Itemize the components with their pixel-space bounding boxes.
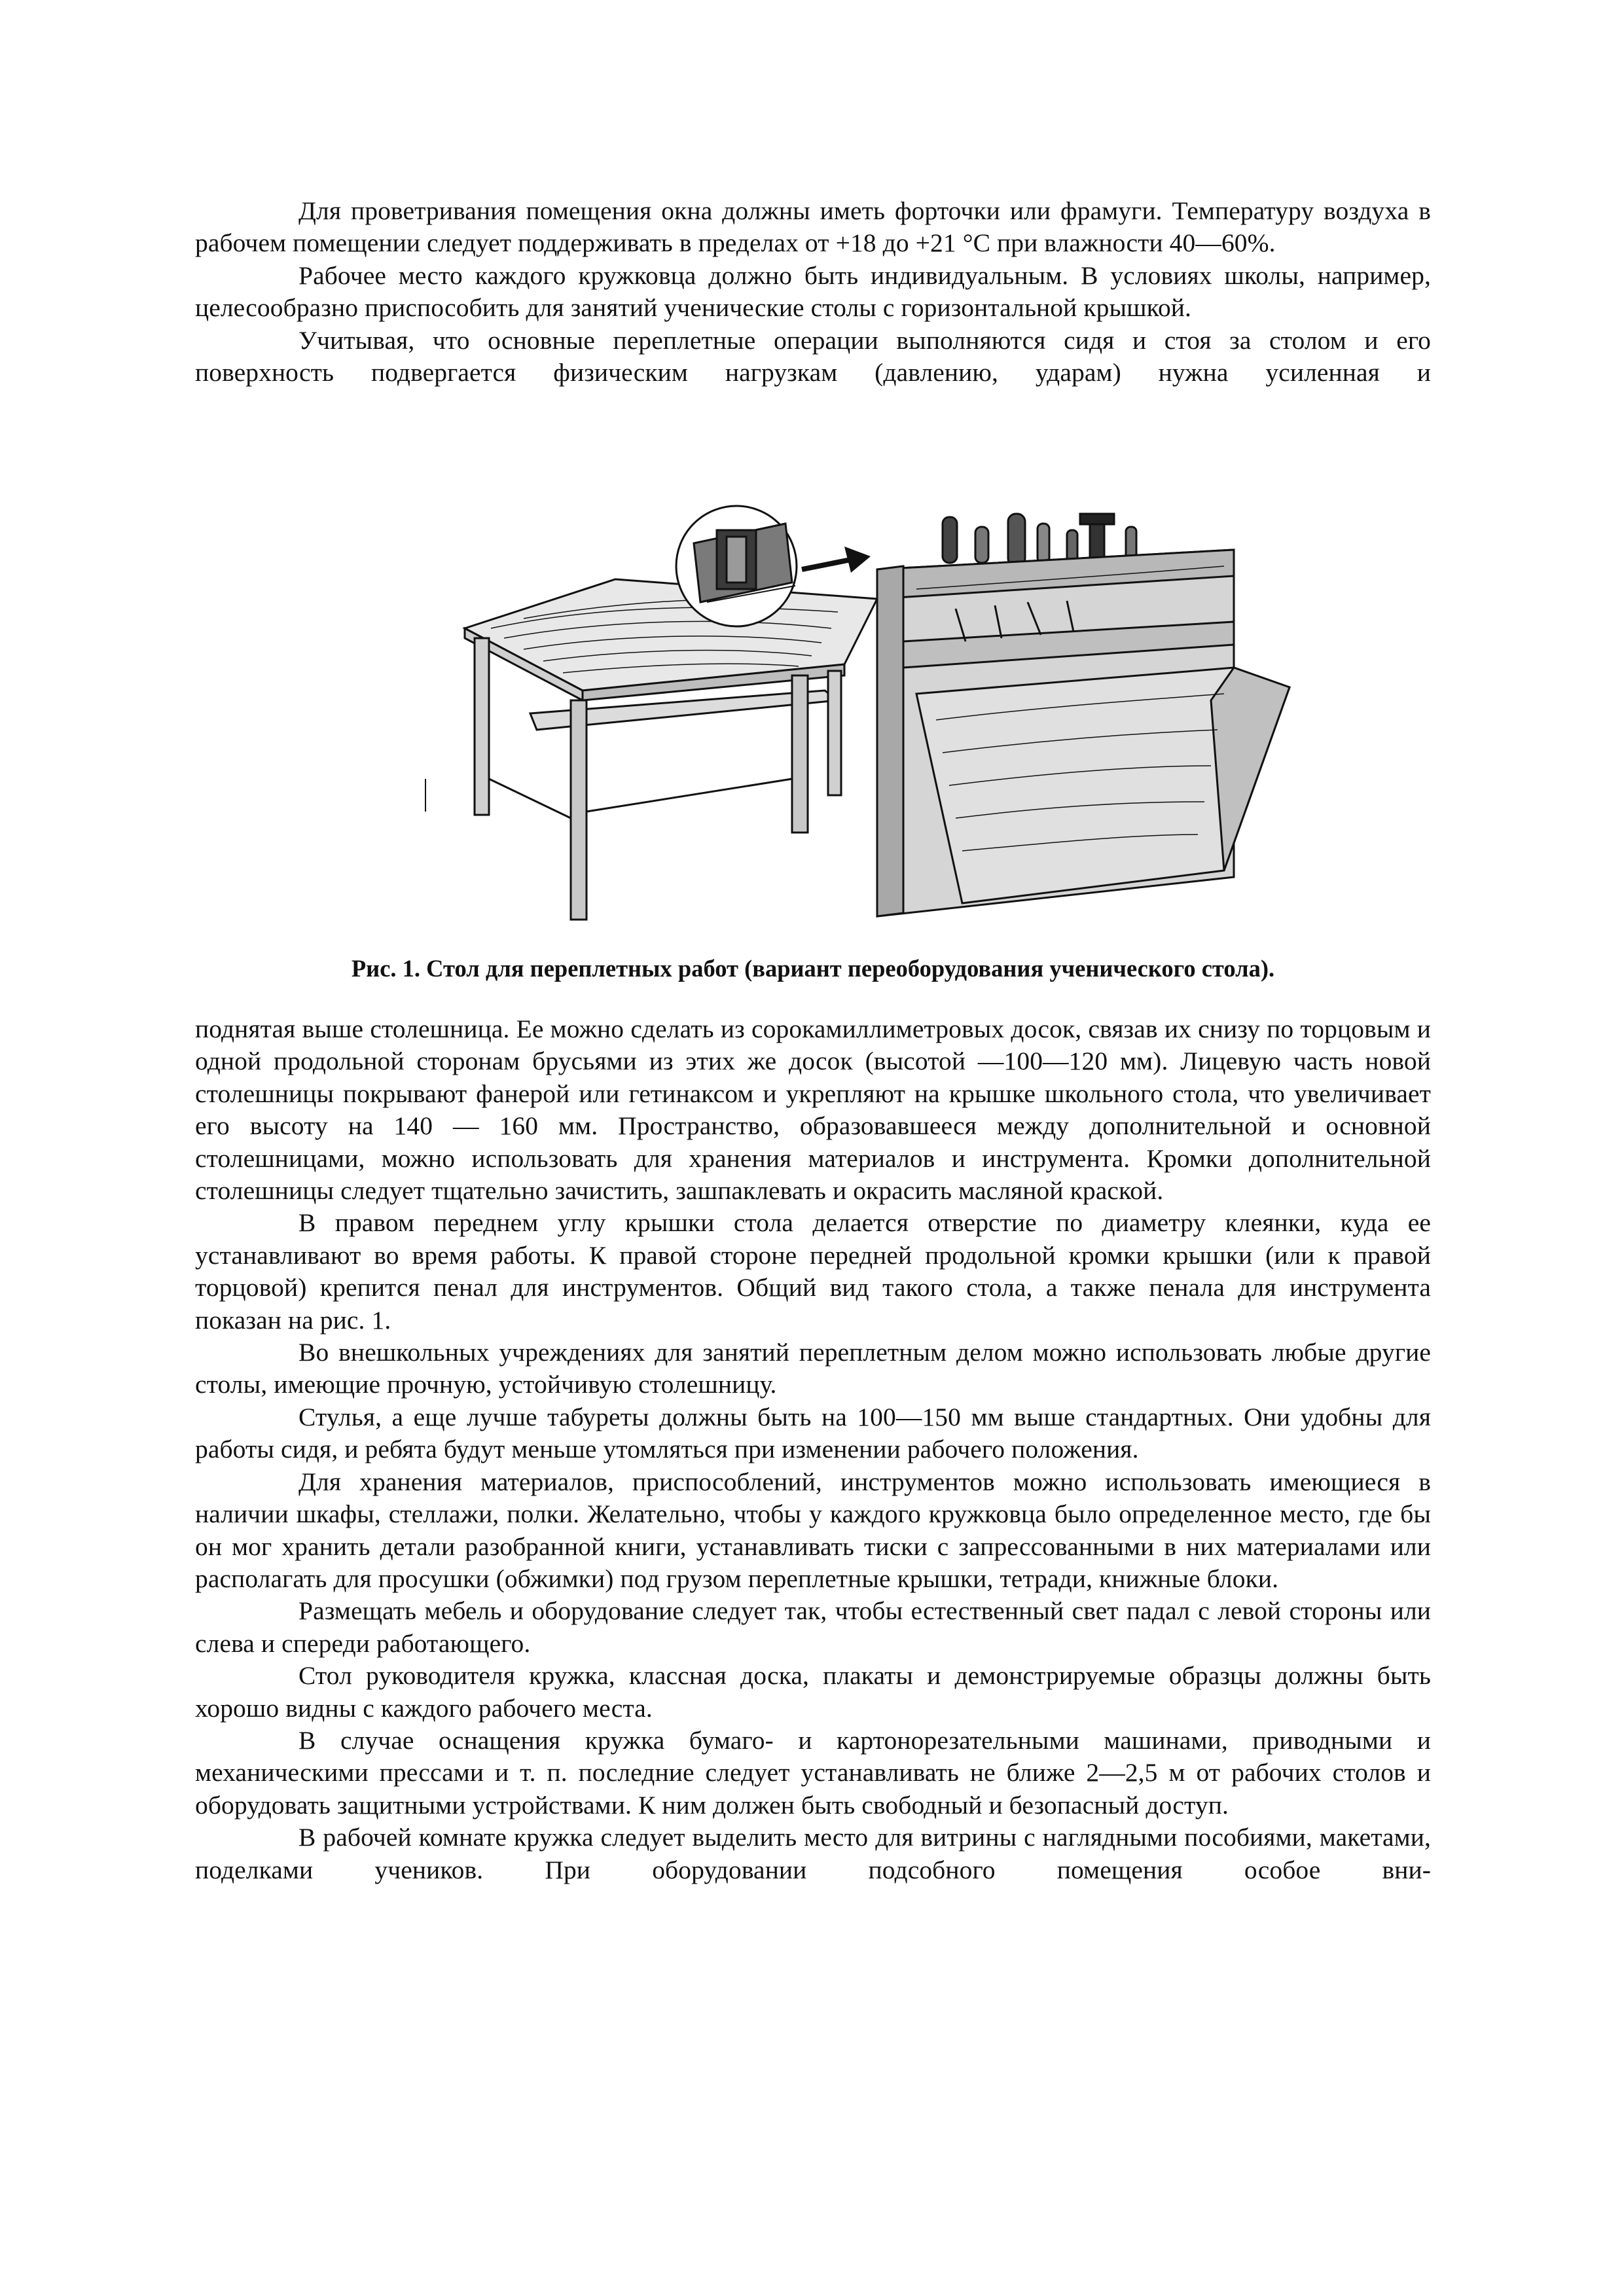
paragraph: поднятая выше столешница. Ее можно сделать из сорокамиллиметровых досок, связав их снизу по торцовым и одной продольной сторонам брусьями из этих же досок (высотой —100—120 мм). Лицевую часть новой столешницы покрывают фанерой или гетинаксом и укрепляют на крышке школьного стола, что увеличивает его высоту на 140 — 160 мм. Пространство, образовавшееся между дополнительной и основной столешницами, можно использовать для хранения материалов и инструмента. Кромки дополнительной столешницы следует тщательно зачистить, зашпаклевать и окрасить масляной краской. [195, 1014, 1431, 1206]
paragraph: В случае оснащения кружка бумаго- и картонорезательными машинами, приводными и механическими прессами и т. п. последние следует устанавливать не ближе 2—2,5 м от рабочих столов и оборудовать защитными устройствами. К ним должен быть свободный и безопасный доступ. [195, 1725, 1431, 1820]
detail-magnifier [676, 506, 797, 626]
bottom-text-block [195, 1013, 1431, 1886]
top-text-block [195, 195, 1431, 389]
paragraph: Учитывая, что основные переплетные операции выполняются сидя и стоя за столом и его поверхность подвергается физическим нагрузкам (давлению, ударам) нужна усиленная и [195, 325, 1431, 387]
paragraph: Стулья, а еще лучше табуреты должны быть на 100—150 мм выше стандартных. Они удобны для работы сидя, и ребята будут меньше утомляться при изменении рабочего положения. [195, 1402, 1431, 1464]
paragraph: Размещать мебель и оборудование следует так, чтобы естественный свет падал с левой стороны или слева и спереди работающего. [195, 1596, 1431, 1658]
figure-table-and-pencil-case [419, 504, 1303, 949]
paragraph: В рабочей комнате кружка следует выделить место для витрины с наглядными пособиями, макетами, поделками учеников. При оборудовании подсобного помещения особое вни- [195, 1823, 1431, 1884]
arrow-icon [802, 547, 871, 573]
paragraph: Во внешкольных учреждениях для занятий переплетным делом можно использовать любые другие столы, имеющие прочную, устойчивую столешницу. [195, 1338, 1431, 1399]
paragraph: Стол руководителя кружка, классная доска, плакаты и демонстрируемые образцы должны быть хорошо видны с каждого рабочего места. [195, 1661, 1431, 1723]
figure-caption: Рис. 1. Стол для переплетных работ (вариант переоборудования ученического стола). [351, 955, 1275, 982]
table-leg [792, 675, 808, 833]
table-leg [475, 638, 489, 815]
paragraph: В правом переднем углу крышки стола делается отверстие по диаметру клеянки, куда ее устанавливают во время работы. К правой стороне передней продольной кромки крышки (или к правой торцовой) крепится пенал для инструментов. Общий вид такого стола, а также пенала для инструмента показан на рис. 1. [195, 1208, 1431, 1335]
pencil-case-drawing [877, 514, 1290, 916]
school-table-drawing [425, 579, 877, 920]
table-leg [828, 671, 841, 795]
paragraph: Для проветривания помещения окна должны иметь форточки или фрамуги. Температуру воздуха в рабочем помещении следует поддерживать в пределах от +18 до +21 °С при влажности 40—60%. [195, 196, 1431, 258]
paragraph: Рабочее место каждого кружковца должно быть индивидуальным. В условиях школы, например, целесообразно приспособить для занятий ученические столы с горизонтальной крышкой. [195, 260, 1431, 323]
table-leg [571, 700, 586, 920]
figure-drawing [419, 504, 1303, 949]
paragraph: Для хранения материалов, приспособлений, инструментов можно использовать имеющиеся в наличии шкафы, стеллажи, полки. Желательно, чтобы у каждого кружковца было определенное место, где бы он мог хранить детали разобранной книги, устанавливать тиски с запрессованными в них материалами или располагать для просушки (обжимки) под грузом переплетные крышки, тетради, книжные блоки. [195, 1467, 1431, 1593]
